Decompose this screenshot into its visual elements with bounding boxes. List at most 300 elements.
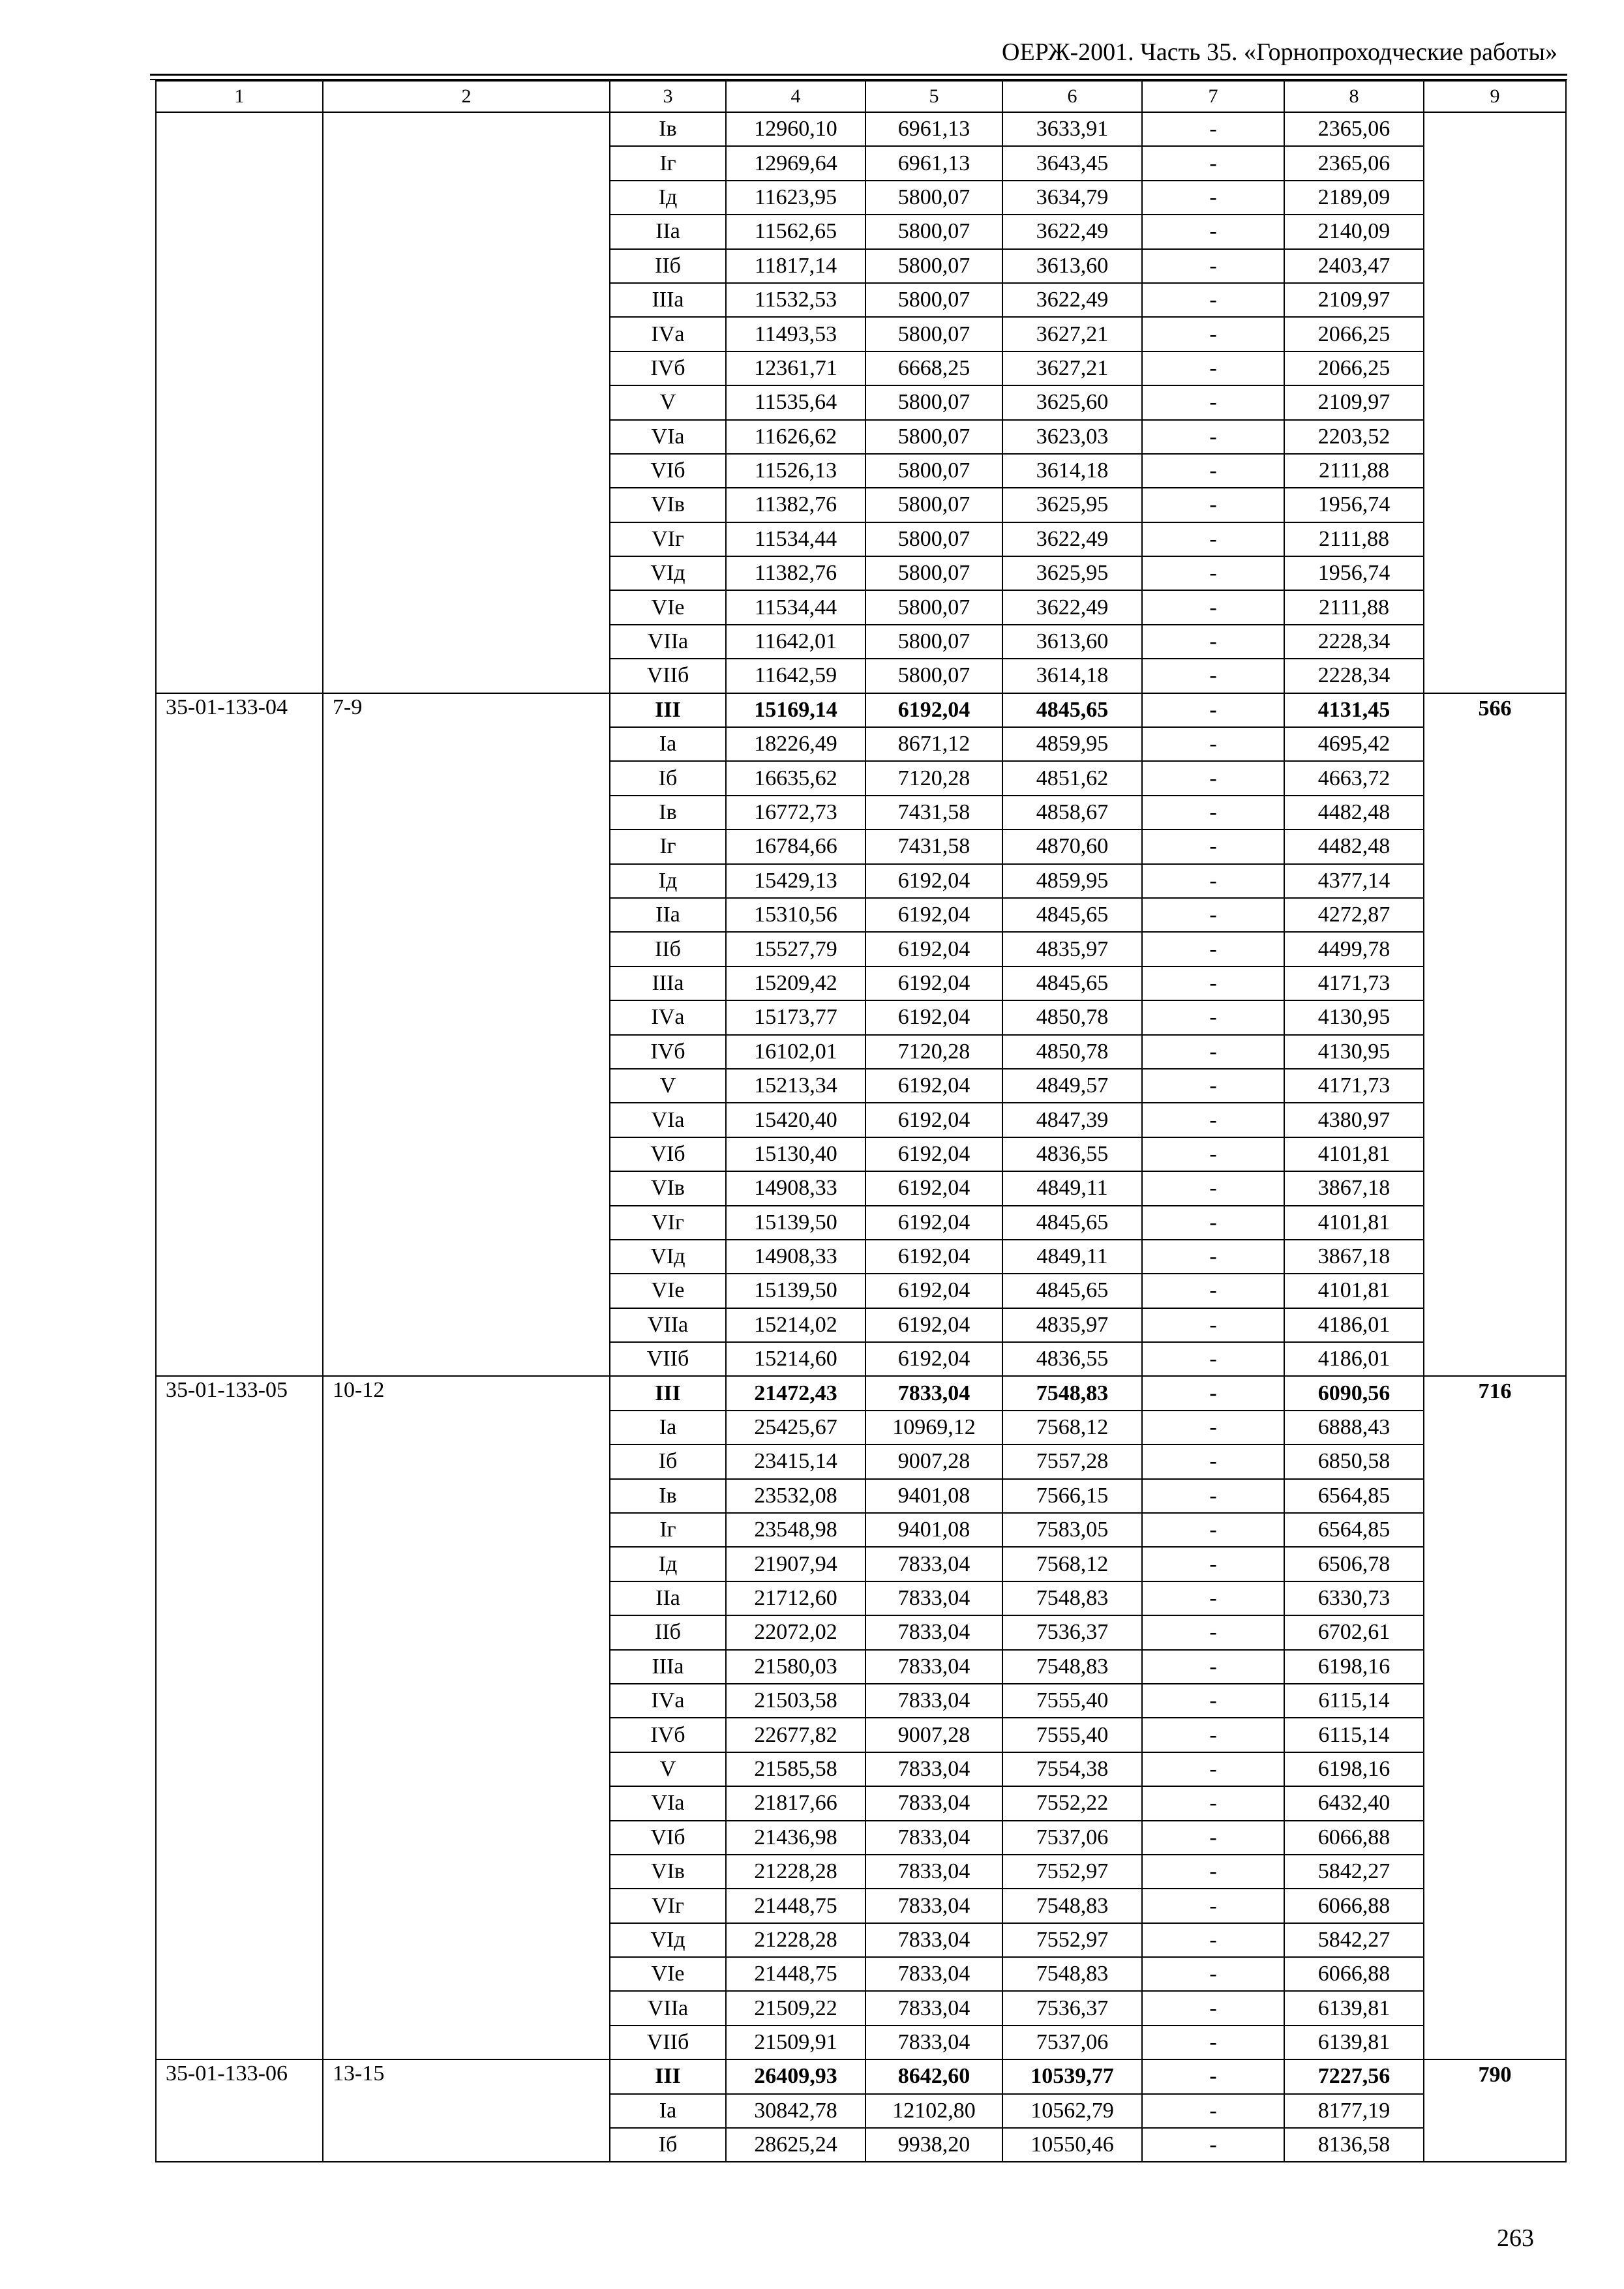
row-label-cell: VIб [610,454,726,488]
row-label-cell: VIIа [610,1308,726,1342]
row-label-cell: Iб [610,2128,726,2162]
row-label-cell: VIIб [610,1342,726,1376]
page-header-title: ОЕРЖ-2001. Часть 35. «Горнопроходческие работы» [1002,38,1557,66]
labor-cost-cell: 6192,04 [865,966,1002,1000]
machine-cost-cell: 7554,38 [1002,1752,1142,1786]
row-label-cell: Iа [610,1411,726,1444]
materials-cost-cell: 1956,74 [1284,556,1424,590]
materials-cost-cell: 2111,88 [1284,590,1424,624]
machine-cost-cell: 4849,11 [1002,1171,1142,1205]
driver-cost-cell: - [1142,1581,1284,1615]
total-cost-cell: 15429,13 [726,864,865,898]
driver-cost-cell: - [1142,1615,1284,1649]
labor-cost-cell: 9007,28 [865,1718,1002,1752]
total-cost-cell: 21509,22 [726,1991,865,2025]
driver-cost-cell: - [1142,1513,1284,1547]
driver-cost-cell: - [1142,1342,1284,1376]
labor-cost-cell: 7833,04 [865,1821,1002,1855]
total-cost-cell: 14908,33 [726,1240,865,1274]
total-cost-cell: 11817,14 [726,249,865,283]
total-cost-cell: 15209,42 [726,966,865,1000]
labor-cost-cell: 7833,04 [865,1581,1002,1615]
total-cost-cell: 21228,28 [726,1923,865,1957]
materials-cost-cell: 6139,81 [1284,2026,1424,2059]
rate-code-cell: 35-01-133-06 [156,2059,323,2162]
driver-cost-cell: - [1142,1855,1284,1889]
rates-table [155,80,1567,2162]
driver-cost-cell: - [1142,146,1284,180]
rate-code-cell: 35-01-133-05 [156,1376,323,2059]
labor-cost-cell: 6192,04 [865,1171,1002,1205]
driver-cost-cell: - [1142,215,1284,248]
labor-cost-cell: 7833,04 [865,1547,1002,1581]
machine-cost-cell: 4859,95 [1002,727,1142,761]
materials-cost-cell: 5842,27 [1284,1923,1424,1957]
machine-cost-cell: 4870,60 [1002,830,1142,863]
driver-cost-cell: - [1142,1752,1284,1786]
labor-cost-cell: 7833,04 [865,1957,1002,1991]
row-label-cell: Iа [610,727,726,761]
total-cost-cell: 23532,08 [726,1479,865,1513]
total-cost-cell: 30842,78 [726,2094,865,2128]
row-label-cell: VIIа [610,625,726,659]
labor-cost-cell: 7120,28 [865,761,1002,795]
total-cost-cell: 11626,62 [726,420,865,454]
materials-cost-cell: 4171,73 [1284,1069,1424,1103]
row-label-cell: IVб [610,1035,726,1069]
total-cost-cell: 12361,71 [726,352,865,385]
machine-cost-cell: 7548,83 [1002,1957,1142,1991]
column-header: 3 [610,81,726,112]
machine-cost-cell: 3625,95 [1002,488,1142,522]
driver-cost-cell: - [1142,590,1284,624]
row-label-cell: VIIа [610,1991,726,2025]
row-label-cell: IVа [610,1000,726,1034]
materials-cost-cell: 6066,88 [1284,1957,1424,1991]
labor-cost-cell: 7833,04 [865,1752,1002,1786]
driver-cost-cell: - [1142,1821,1284,1855]
materials-cost-cell: 1956,74 [1284,488,1424,522]
labor-cost-cell: 9938,20 [865,2128,1002,2162]
total-cost-cell: 15213,34 [726,1069,865,1103]
total-cost-cell: 15169,14 [726,693,865,727]
machine-cost-cell: 7552,22 [1002,1786,1142,1820]
column-header: 7 [1142,81,1284,112]
machine-cost-cell: 4835,97 [1002,932,1142,966]
labor-cost-cell: 6961,13 [865,146,1002,180]
range-cell [323,112,610,693]
labor-cost-cell: 6192,04 [865,1137,1002,1171]
row-label-cell: VIг [610,522,726,556]
total-cost-cell: 15420,40 [726,1103,865,1137]
materials-cost-cell: 6115,14 [1284,1684,1424,1718]
driver-cost-cell: - [1142,1308,1284,1342]
machine-cost-cell: 10539,77 [1002,2059,1142,2093]
machine-cost-cell: 7537,06 [1002,2026,1142,2059]
row-label-cell: VIв [610,488,726,522]
total-cost-cell: 22072,02 [726,1615,865,1649]
total-cost-cell: 22677,82 [726,1718,865,1752]
materials-cost-cell: 2109,97 [1284,385,1424,419]
row-label-cell: Iа [610,2094,726,2128]
total-cost-cell: 26409,93 [726,2059,865,2093]
table-row [156,2059,1566,2093]
driver-cost-cell: - [1142,420,1284,454]
row-label-cell: IIIа [610,966,726,1000]
labor-cost-cell: 8642,60 [865,2059,1002,2093]
materials-cost-cell: 3867,18 [1284,1240,1424,1274]
machine-cost-cell: 7583,05 [1002,1513,1142,1547]
materials-cost-cell: 6330,73 [1284,1581,1424,1615]
total-cost-cell: 15310,56 [726,898,865,932]
row-label-cell: VIд [610,1240,726,1274]
materials-cost-cell: 4131,45 [1284,693,1424,727]
materials-cost-cell: 2365,06 [1284,112,1424,146]
row-label-cell: III [610,693,726,727]
range-cell: 13-15 [323,2059,610,2162]
driver-cost-cell: - [1142,352,1284,385]
driver-cost-cell: - [1142,488,1284,522]
labor-cost-cell: 6192,04 [865,1240,1002,1274]
materials-cost-cell: 6198,16 [1284,1650,1424,1684]
total-cost-cell: 15173,77 [726,1000,865,1034]
materials-cost-cell: 2203,52 [1284,420,1424,454]
row-label-cell: IIб [610,932,726,966]
machine-cost-cell: 4836,55 [1002,1137,1142,1171]
row-label-cell: III [610,2059,726,2093]
machine-cost-cell: 7557,28 [1002,1444,1142,1478]
labor-cost-cell: 5800,07 [865,283,1002,317]
row-label-cell: IIа [610,898,726,932]
driver-cost-cell: - [1142,898,1284,932]
column-9-cell: 566 [1424,693,1566,1377]
driver-cost-cell: - [1142,796,1284,830]
labor-cost-cell: 5800,07 [865,659,1002,693]
labor-cost-cell: 7833,04 [865,1376,1002,1410]
row-label-cell: III [610,1376,726,1410]
machine-cost-cell: 3622,49 [1002,522,1142,556]
materials-cost-cell: 4101,81 [1284,1137,1424,1171]
machine-cost-cell: 7548,83 [1002,1889,1142,1922]
materials-cost-cell: 4377,14 [1284,864,1424,898]
driver-cost-cell: - [1142,1069,1284,1103]
machine-cost-cell: 4849,57 [1002,1069,1142,1103]
materials-cost-cell: 4186,01 [1284,1308,1424,1342]
driver-cost-cell: - [1142,2128,1284,2162]
labor-cost-cell: 6192,04 [865,1000,1002,1034]
materials-cost-cell: 6850,58 [1284,1444,1424,1478]
materials-cost-cell: 2228,34 [1284,625,1424,659]
total-cost-cell: 16635,62 [726,761,865,795]
driver-cost-cell: - [1142,181,1284,215]
driver-cost-cell: - [1142,1103,1284,1137]
driver-cost-cell: - [1142,2026,1284,2059]
driver-cost-cell: - [1142,1923,1284,1957]
driver-cost-cell: - [1142,2094,1284,2128]
row-label-cell: Iг [610,146,726,180]
driver-cost-cell: - [1142,112,1284,146]
machine-cost-cell: 4847,39 [1002,1103,1142,1137]
labor-cost-cell: 7833,04 [865,1786,1002,1820]
total-cost-cell: 11382,76 [726,488,865,522]
labor-cost-cell: 7120,28 [865,1035,1002,1069]
driver-cost-cell: - [1142,1684,1284,1718]
materials-cost-cell: 6888,43 [1284,1411,1424,1444]
row-label-cell: VIд [610,556,726,590]
row-label-cell: VIб [610,1821,726,1855]
range-cell: 7-9 [323,693,610,1377]
total-cost-cell: 21580,03 [726,1650,865,1684]
driver-cost-cell: - [1142,727,1284,761]
machine-cost-cell: 4858,67 [1002,796,1142,830]
labor-cost-cell: 5800,07 [865,454,1002,488]
total-cost-cell: 21817,66 [726,1786,865,1820]
driver-cost-cell: - [1142,1035,1284,1069]
machine-cost-cell: 7552,97 [1002,1923,1142,1957]
labor-cost-cell: 6192,04 [865,1342,1002,1376]
total-cost-cell: 28625,24 [726,2128,865,2162]
driver-cost-cell: - [1142,1376,1284,1410]
row-label-cell: VIб [610,1137,726,1171]
machine-cost-cell: 3622,49 [1002,283,1142,317]
driver-cost-cell: - [1142,659,1284,693]
driver-cost-cell: - [1142,966,1284,1000]
materials-cost-cell: 4482,48 [1284,830,1424,863]
column-9-cell: 790 [1424,2059,1566,2162]
labor-cost-cell: 5800,07 [865,556,1002,590]
machine-cost-cell: 7568,12 [1002,1547,1142,1581]
labor-cost-cell: 5800,07 [865,181,1002,215]
row-label-cell: Iд [610,864,726,898]
total-cost-cell: 21712,60 [726,1581,865,1615]
row-label-cell: IVа [610,1684,726,1718]
column-header: 8 [1284,81,1424,112]
driver-cost-cell: - [1142,317,1284,351]
row-label-cell: Iд [610,1547,726,1581]
row-label-cell: VIа [610,1103,726,1137]
driver-cost-cell: - [1142,1274,1284,1308]
table-body [156,112,1566,2162]
labor-cost-cell: 7833,04 [865,1923,1002,1957]
machine-cost-cell: 4836,55 [1002,1342,1142,1376]
driver-cost-cell: - [1142,1718,1284,1752]
labor-cost-cell: 5800,07 [865,522,1002,556]
row-label-cell: Iд [610,181,726,215]
machine-cost-cell: 3613,60 [1002,625,1142,659]
column-number-row [156,81,1566,112]
machine-cost-cell: 3634,79 [1002,181,1142,215]
labor-cost-cell: 6192,04 [865,932,1002,966]
machine-cost-cell: 4850,78 [1002,1000,1142,1034]
machine-cost-cell: 4845,65 [1002,693,1142,727]
row-label-cell: VIг [610,1206,726,1240]
machine-cost-cell: 7548,83 [1002,1376,1142,1410]
driver-cost-cell: - [1142,1957,1284,1991]
materials-cost-cell: 6506,78 [1284,1547,1424,1581]
machine-cost-cell: 3643,45 [1002,146,1142,180]
materials-cost-cell: 4101,81 [1284,1206,1424,1240]
row-label-cell: Iв [610,112,726,146]
labor-cost-cell: 7833,04 [865,1889,1002,1922]
total-cost-cell: 14908,33 [726,1171,865,1205]
total-cost-cell: 21472,43 [726,1376,865,1410]
machine-cost-cell: 3623,03 [1002,420,1142,454]
total-cost-cell: 16102,01 [726,1035,865,1069]
total-cost-cell: 21907,94 [726,1547,865,1581]
driver-cost-cell: - [1142,1650,1284,1684]
labor-cost-cell: 7431,58 [865,796,1002,830]
column-header: 6 [1002,81,1142,112]
materials-cost-cell: 6198,16 [1284,1752,1424,1786]
machine-cost-cell: 3625,60 [1002,385,1142,419]
driver-cost-cell: - [1142,385,1284,419]
labor-cost-cell: 6192,04 [865,864,1002,898]
row-label-cell: IIIа [610,283,726,317]
row-label-cell: Iг [610,830,726,863]
machine-cost-cell: 3614,18 [1002,454,1142,488]
machine-cost-cell: 7555,40 [1002,1684,1142,1718]
machine-cost-cell: 4845,65 [1002,898,1142,932]
driver-cost-cell: - [1142,1479,1284,1513]
driver-cost-cell: - [1142,1786,1284,1820]
materials-cost-cell: 2403,47 [1284,249,1424,283]
machine-cost-cell: 3622,49 [1002,215,1142,248]
header-rule [150,74,1567,76]
materials-cost-cell: 6702,61 [1284,1615,1424,1649]
materials-cost-cell: 6090,56 [1284,1376,1424,1410]
labor-cost-cell: 7833,04 [865,1991,1002,2025]
labor-cost-cell: 6192,04 [865,1069,1002,1103]
machine-cost-cell: 4850,78 [1002,1035,1142,1069]
materials-cost-cell: 2189,09 [1284,181,1424,215]
column-9-cell: 716 [1424,1376,1566,2059]
row-label-cell: V [610,1752,726,1786]
row-label-cell: IVб [610,1718,726,1752]
driver-cost-cell: - [1142,1240,1284,1274]
materials-cost-cell: 6115,14 [1284,1718,1424,1752]
machine-cost-cell: 3622,49 [1002,590,1142,624]
total-cost-cell: 11535,64 [726,385,865,419]
driver-cost-cell: - [1142,249,1284,283]
total-cost-cell: 23548,98 [726,1513,865,1547]
labor-cost-cell: 5800,07 [865,317,1002,351]
total-cost-cell: 21228,28 [726,1855,865,1889]
machine-cost-cell: 4845,65 [1002,966,1142,1000]
labor-cost-cell: 12102,80 [865,2094,1002,2128]
materials-cost-cell: 6066,88 [1284,1821,1424,1855]
materials-cost-cell: 4663,72 [1284,761,1424,795]
machine-cost-cell: 4849,11 [1002,1240,1142,1274]
materials-cost-cell: 2111,88 [1284,454,1424,488]
machine-cost-cell: 7537,06 [1002,1821,1142,1855]
machine-cost-cell: 3614,18 [1002,659,1142,693]
driver-cost-cell: - [1142,556,1284,590]
table-row [156,693,1566,727]
driver-cost-cell: - [1142,1000,1284,1034]
total-cost-cell: 23415,14 [726,1444,865,1478]
column-header: 4 [726,81,865,112]
labor-cost-cell: 6192,04 [865,1308,1002,1342]
row-label-cell: IIа [610,215,726,248]
labor-cost-cell: 9007,28 [865,1444,1002,1478]
total-cost-cell: 15130,40 [726,1137,865,1171]
total-cost-cell: 15139,50 [726,1206,865,1240]
total-cost-cell: 16784,66 [726,830,865,863]
machine-cost-cell: 4845,65 [1002,1274,1142,1308]
labor-cost-cell: 5800,07 [865,385,1002,419]
range-cell: 10-12 [323,1376,610,2059]
driver-cost-cell: - [1142,1889,1284,1922]
row-label-cell: VIа [610,1786,726,1820]
materials-cost-cell: 6564,85 [1284,1479,1424,1513]
labor-cost-cell: 5800,07 [865,249,1002,283]
labor-cost-cell: 6192,04 [865,1103,1002,1137]
machine-cost-cell: 4859,95 [1002,864,1142,898]
total-cost-cell: 12960,10 [726,112,865,146]
machine-cost-cell: 3627,21 [1002,352,1142,385]
row-label-cell: IIб [610,1615,726,1649]
materials-cost-cell: 4380,97 [1284,1103,1424,1137]
driver-cost-cell: - [1142,693,1284,727]
machine-cost-cell: 7548,83 [1002,1650,1142,1684]
materials-cost-cell: 6564,85 [1284,1513,1424,1547]
total-cost-cell: 21436,98 [726,1821,865,1855]
row-label-cell: VIа [610,420,726,454]
labor-cost-cell: 7833,04 [865,2026,1002,2059]
total-cost-cell: 16772,73 [726,796,865,830]
machine-cost-cell: 7552,97 [1002,1855,1142,1889]
materials-cost-cell: 4130,95 [1284,1035,1424,1069]
row-label-cell: VIв [610,1855,726,1889]
total-cost-cell: 11526,13 [726,454,865,488]
labor-cost-cell: 5800,07 [865,420,1002,454]
materials-cost-cell: 4499,78 [1284,932,1424,966]
labor-cost-cell: 6668,25 [865,352,1002,385]
driver-cost-cell: - [1142,1137,1284,1171]
materials-cost-cell: 2111,88 [1284,522,1424,556]
labor-cost-cell: 6192,04 [865,1274,1002,1308]
total-cost-cell: 21448,75 [726,1957,865,1991]
labor-cost-cell: 9401,08 [865,1513,1002,1547]
total-cost-cell: 11623,95 [726,181,865,215]
materials-cost-cell: 4171,73 [1284,966,1424,1000]
materials-cost-cell: 4101,81 [1284,1274,1424,1308]
rate-code-cell [156,112,323,693]
driver-cost-cell: - [1142,1411,1284,1444]
materials-cost-cell: 2140,09 [1284,215,1424,248]
row-label-cell: VIе [610,590,726,624]
total-cost-cell: 11534,44 [726,522,865,556]
column-header: 2 [323,81,610,112]
total-cost-cell: 15139,50 [726,1274,865,1308]
total-cost-cell: 11532,53 [726,283,865,317]
row-label-cell: IIб [610,249,726,283]
labor-cost-cell: 7833,04 [865,1615,1002,1649]
column-header: 1 [156,81,323,112]
total-cost-cell: 11642,01 [726,625,865,659]
machine-cost-cell: 7548,83 [1002,1581,1142,1615]
driver-cost-cell: - [1142,522,1284,556]
machine-cost-cell: 7568,12 [1002,1411,1142,1444]
row-label-cell: V [610,385,726,419]
labor-cost-cell: 9401,08 [865,1479,1002,1513]
materials-cost-cell: 6066,88 [1284,1889,1424,1922]
machine-cost-cell: 10562,79 [1002,2094,1142,2128]
labor-cost-cell: 8671,12 [865,727,1002,761]
labor-cost-cell: 6192,04 [865,693,1002,727]
driver-cost-cell: - [1142,1171,1284,1205]
driver-cost-cell: - [1142,2059,1284,2093]
